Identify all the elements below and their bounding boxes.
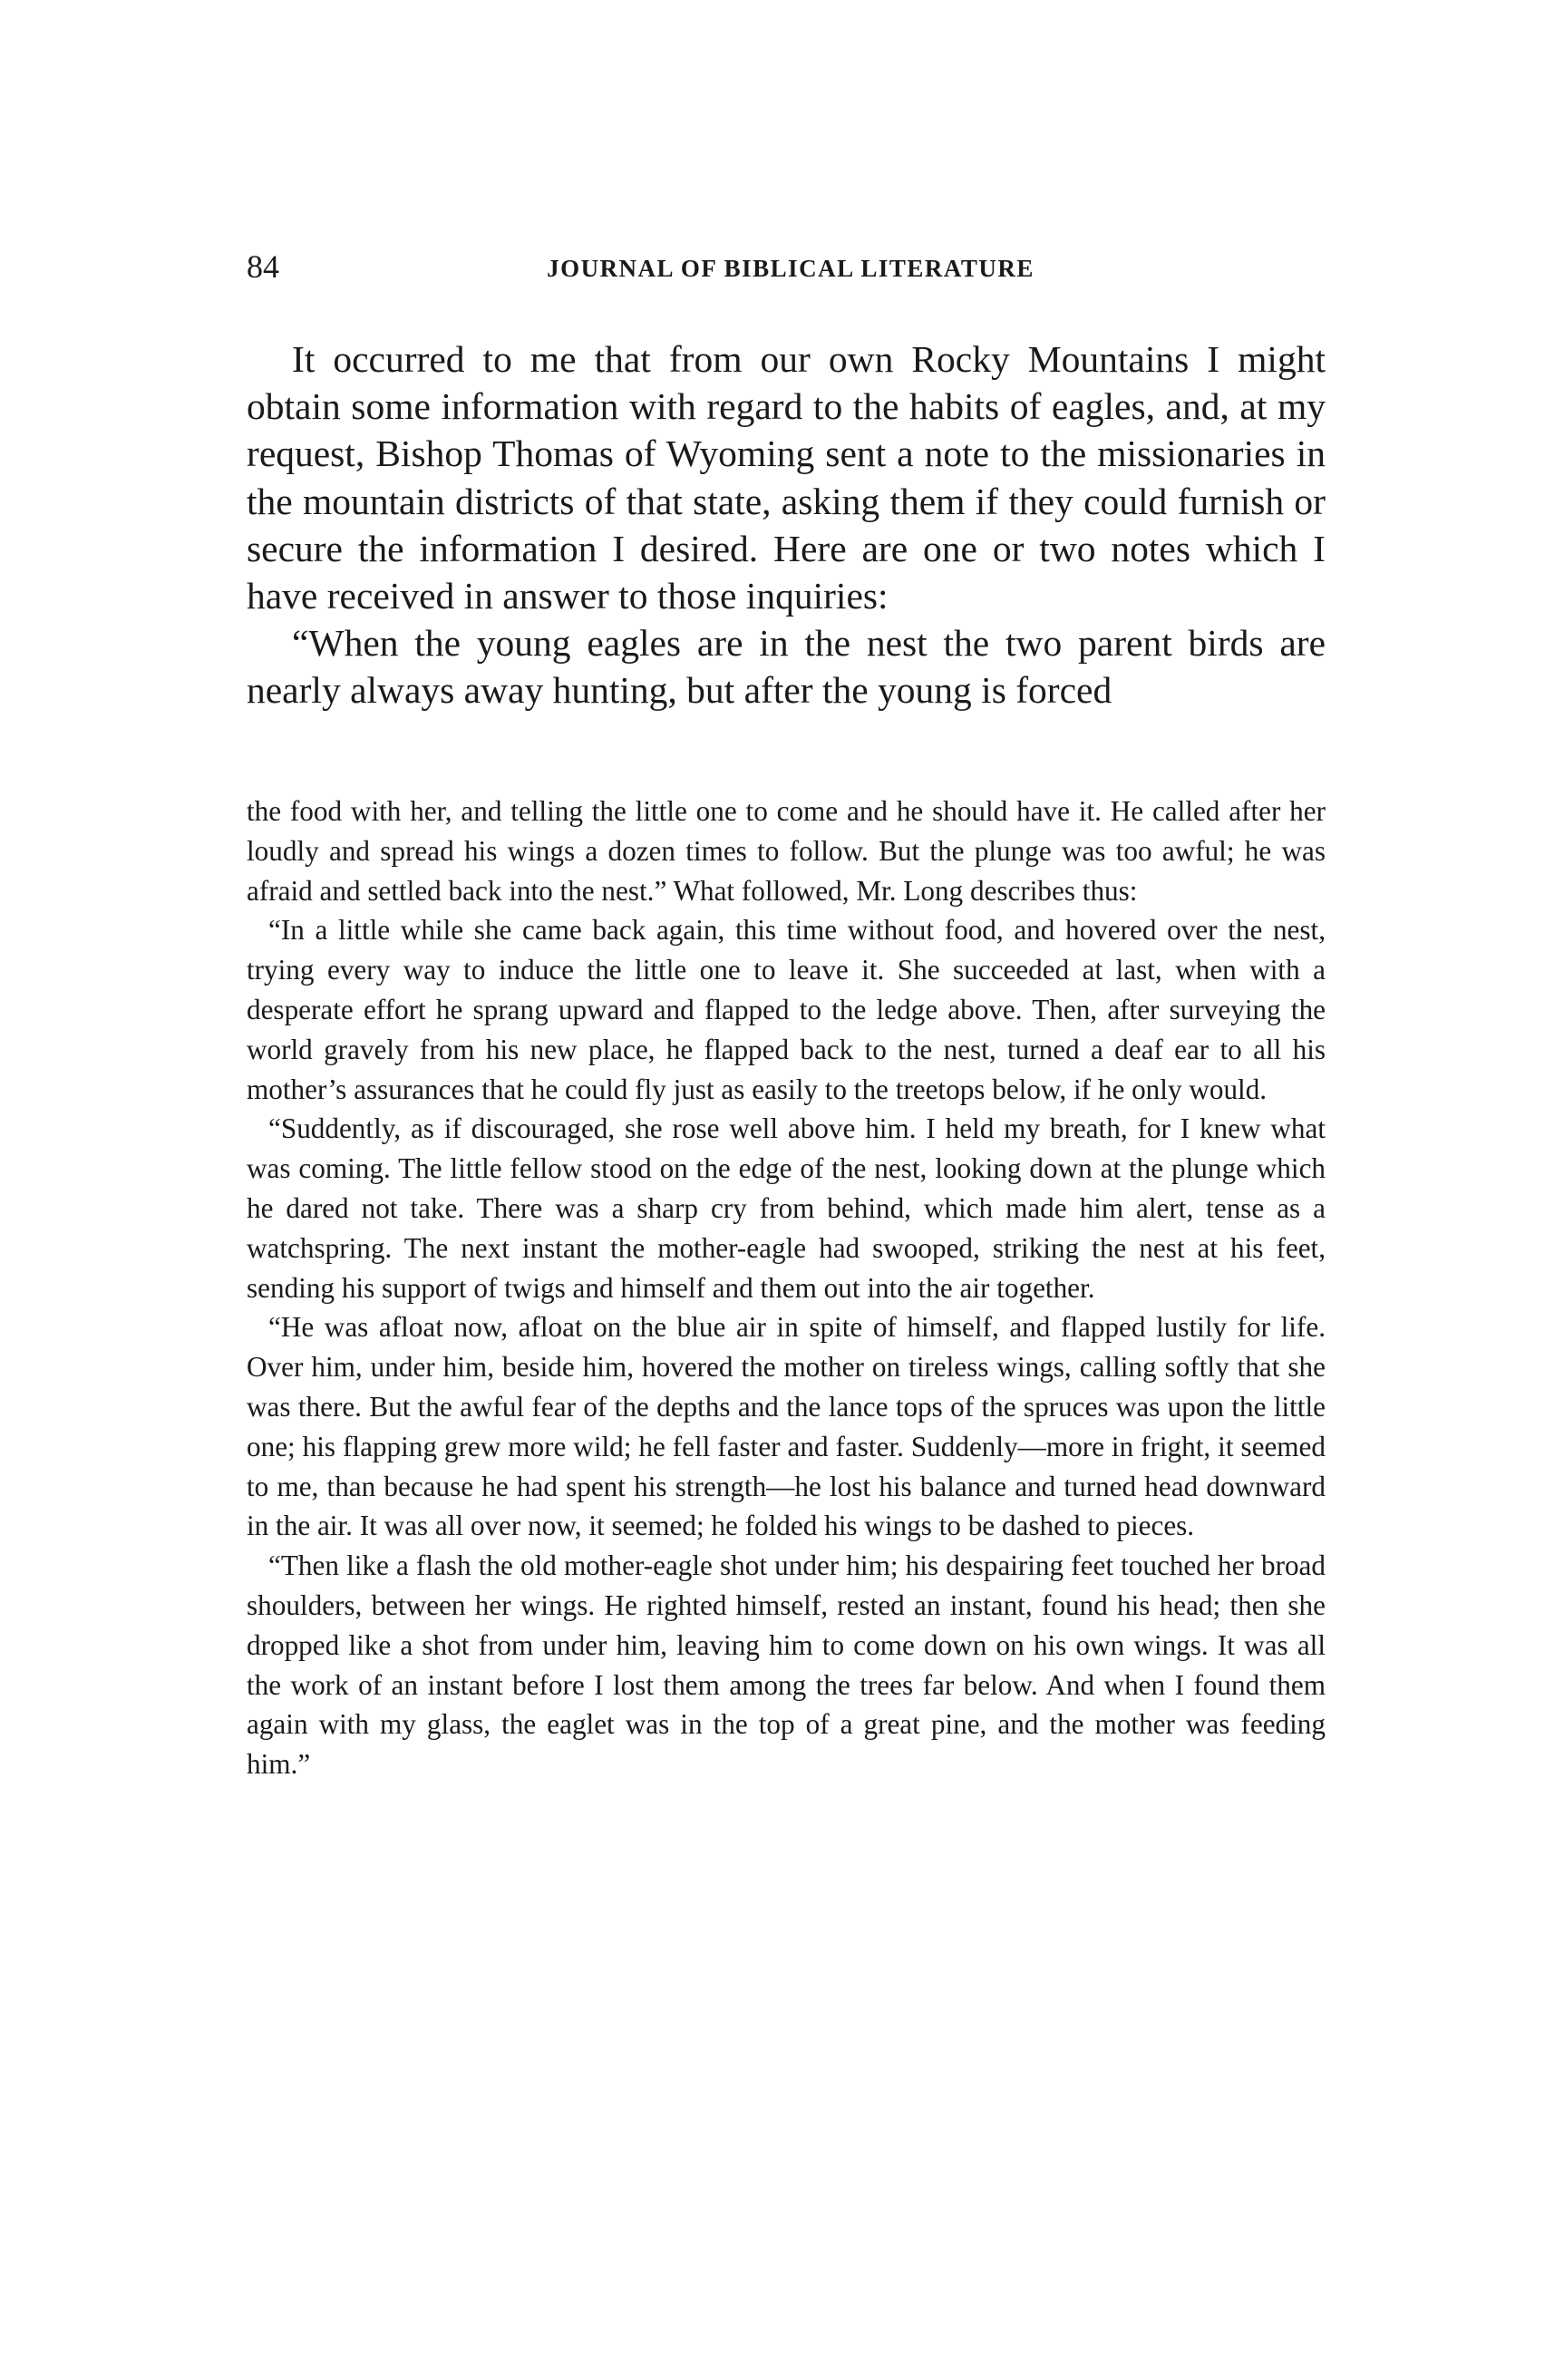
footnote-paragraph: the food with her, and telling the little one to come and he should have it. He called after her loudly and spread his wings a dozen times to follow. But the plunge was too awful; he was afraid and settled back into the nest.” What followed, Mr. Long describes thus: [247,795,1326,907]
main-paragraph: It occurred to me that from our own Rocky Mountains I might obtain some information with regard to the habits of eagles, and, at my request, Bishop Thomas of Wyoming sent a note to the missionaries in the mountain districts of that state, asking them if they could furnish or secure the information I desired. Here are one or two notes which I have received in answer to those inquiries: [247,338,1326,617]
page-header [247,245,1335,290]
main-text [247,335,1326,714]
page-number: 84 [247,248,279,285]
main-paragraph: “When the young eagles are in the nest the two parent birds are nearly always away hunting, but after the young is forced [247,622,1326,712]
footnote-paragraph: “Then like a flash the old mother-eagle shot under him; his despairing feet touched her broad shoulders, between her wings. He righted himself, rested an instant, found his head; then she dropped like a shot from under him, leaving him to come down on his own wings. It was all the work of an instant before I lost them among the trees far below. And when I found them again with my glass, the eaglet was in the top of a great pine, and the mother was feeding him.” [247,1549,1326,1781]
footnote-paragraph: “He was afloat now, afloat on the blue air in spite of himself, and flapped lustily for life. Over him, under him, beside him, hovered the mother on tireless wings, calling softly that she was there. But the awful fear of the depths and the lance tops of the spruces was upon the little one; his flapping grew more wild; he fell faster and faster. Suddenly—more in fright, it seemed to me, than because he had spent his strength—he lost his balance and turned head downward in the air. It was all over now, it seemed; he folded his wings to be dashed to pieces. [247,1311,1326,1542]
footnote-paragraph: “In a little while she came back again, this time without food, and hovered over the nest, trying every way to induce the little one to leave it. She succeeded at last, when with a desperate effort he sprang upward and flapped to the ledge above. Then, after surveying the world gravely from his new place, he flapped back to the nest, turned a deaf ear to all his mother’s assurances that he could fly just as easily to the treetops below, if he only would. [247,914,1326,1105]
footnote-paragraph: “Suddently, as if discouraged, she rose well above him. I held my breath, for I knew what was coming. The little fellow stood on the edge of the nest, looking down at the plunge which he dared not take. There was a sharp cry from behind, which made him alert, tense as a watchspring. The next instant the mother-eagle had swooped, striking the nest at his feet, sending his support of twigs and himself and them out into the air together. [247,1112,1326,1304]
running-head: JOURNAL OF BIBLICAL LITERATURE [547,255,1035,282]
footnote-text [247,792,1326,1784]
